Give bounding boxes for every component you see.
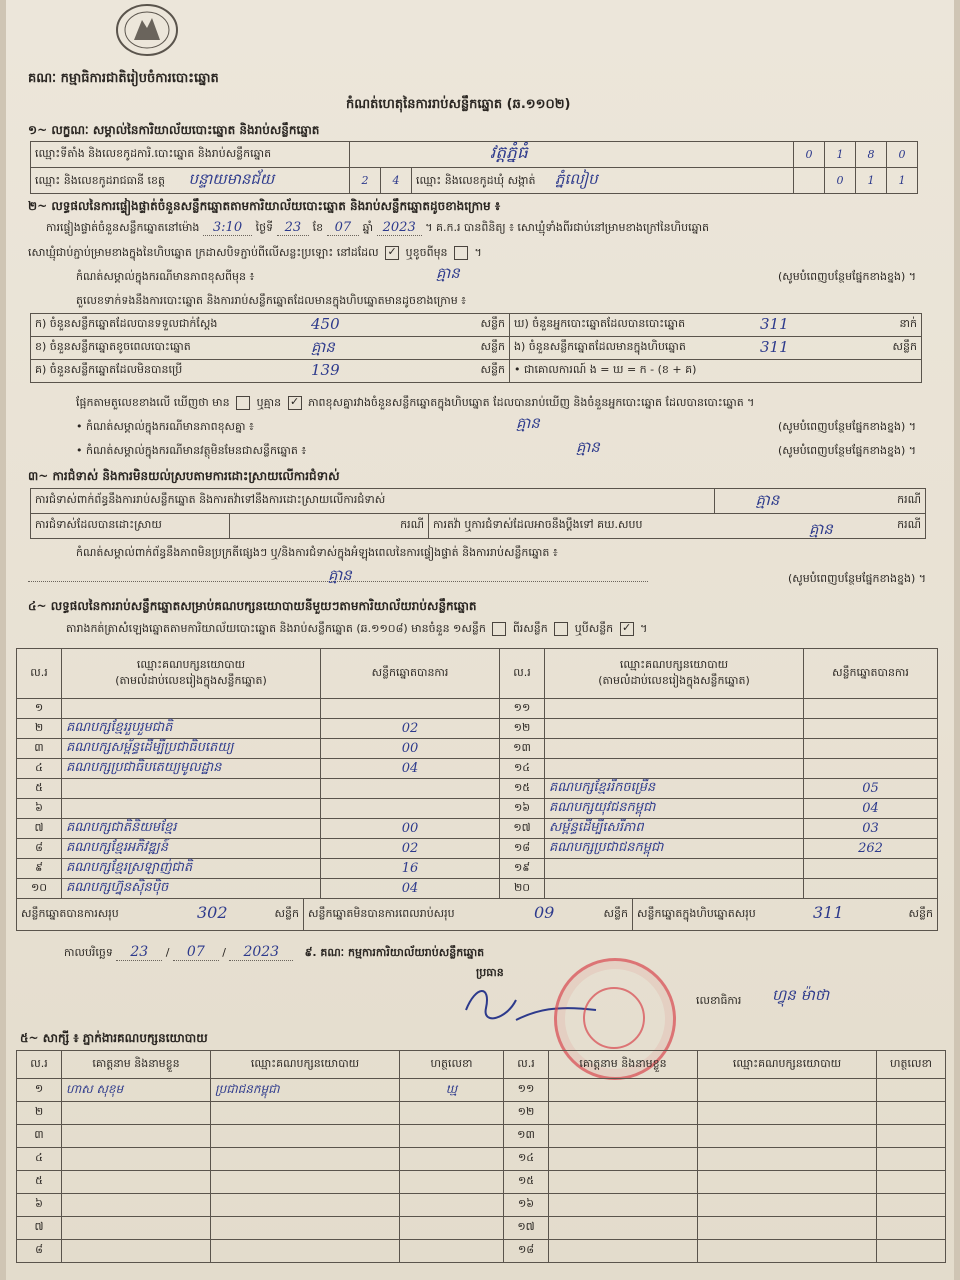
unused-ballots-cell — [31, 360, 510, 383]
witness-signature — [400, 1240, 504, 1263]
unused-unit: សន្លឹក — [480, 363, 505, 376]
results-row — [17, 859, 938, 879]
committee-name: គណៈ កម្មាធិការជាតិរៀបចំការបោះឆ្នោត — [28, 71, 219, 86]
witness-col-party-right: ឈ្មោះគណបក្សនយោបាយ — [698, 1051, 877, 1079]
commune-label — [412, 168, 794, 194]
bullet2-line — [76, 438, 916, 460]
invalid-total-cell — [304, 899, 633, 931]
col-no-left: ល.រ — [17, 649, 62, 699]
commune-code-digit: 1 — [887, 168, 918, 194]
location-code-digit: 8 — [856, 142, 887, 168]
party-votes — [804, 719, 938, 739]
party-number: ២ — [17, 719, 62, 739]
received-ballots-value: 450 — [311, 315, 340, 333]
party-number: ១០ — [17, 879, 62, 899]
witness-row — [17, 1240, 946, 1263]
bullet2-supplement: (សូមបំពេញបន្ថែមផ្នែកខាងខ្នង) ។ — [777, 444, 916, 457]
secretary-label: លេខាធិការ — [696, 994, 742, 1007]
three-sheets-label: ឬបីសន្លឹក — [574, 622, 614, 635]
box-total-unit: សន្លឹក — [908, 907, 933, 920]
province-label-text: ឈ្មោះ និងលេខកូដរាជធានី ខេត្ត — [35, 173, 165, 187]
tally-text: តារាងកត់ត្រាសំឡេងឆ្នោតតាមការិយាល័យបោះឆ្នោត និងរាប់សន្លឹកឆ្នោត (ឆ.១១០៨) មានចំនួន ១សន្លឹក — [66, 622, 486, 635]
party-name: គណបក្សប្រជាជនកម្ពុជា — [545, 839, 804, 859]
objections-row-value: គ្មាន — [755, 491, 780, 509]
commune-label-text: ឈ្មោះ និងលេខកូដឃុំ សង្កាត់ — [416, 173, 536, 187]
verification-month: 07 — [327, 220, 360, 236]
date-year: 2023 — [229, 944, 293, 961]
witness-signature — [877, 1079, 946, 1102]
location-value: វត្តភ្នំធំ — [350, 142, 794, 168]
witness-signature — [400, 1194, 504, 1217]
date-label: កាលបរិច្ឆេទ — [64, 946, 113, 959]
witness-row — [17, 1079, 946, 1102]
witness-table — [16, 1050, 946, 1263]
witness-number: ១៦ — [504, 1194, 549, 1217]
location-code-digit: 1 — [825, 142, 856, 168]
witness-number: ៦ — [17, 1194, 62, 1217]
appeal-label: ការតវ៉ា ឬការជំទាស់ដែលអាចនឹងប្តឹងទៅ គឃ.សបប — [433, 518, 643, 531]
commune-code-digit: 0 — [825, 168, 856, 194]
witness-party — [211, 1125, 400, 1148]
results-row — [17, 699, 938, 719]
witness-name — [549, 1125, 698, 1148]
objections-row-label: ការជំទាស់ពាក់ព័ន្ធនឹងការរាប់សន្លឹកឆ្នោត និងការតវ៉ាទៅនឹងការដោះស្រាយលើការជំទាស់ — [31, 489, 715, 514]
col-party-right — [545, 649, 804, 699]
party-votes — [804, 759, 938, 779]
party-name: គណបក្សប្រជាធិបតេយ្យមូលដ្ឋាន — [62, 759, 321, 779]
party-votes: 262 — [804, 839, 938, 859]
results-row — [17, 879, 938, 899]
witness-number: ៧ — [17, 1217, 62, 1240]
ballot-count-table — [30, 313, 922, 383]
party-name: គណបក្សខ្មែរអភិវឌ្ឍន៍ — [62, 839, 321, 859]
col-party-right-title: ឈ្មោះគណបក្សនយោបាយ — [619, 657, 729, 671]
location-label: ឈ្មោះទីតាំង និងលេខកូដការិ.បោះឆ្នោត និងរាប់សន្លឹកឆ្នោត — [31, 142, 350, 168]
form-title: កំណត់ហេតុនៃការរាប់សន្លឹកឆ្នោត (ឆ.១១០២) — [346, 97, 571, 112]
party-votes — [804, 879, 938, 899]
witness-number: ២ — [17, 1102, 62, 1125]
witness-party — [698, 1217, 877, 1240]
witness-name — [62, 1148, 211, 1171]
unchanged-checkbox[interactable]: ✓ — [385, 246, 399, 260]
witness-number: ១៧ — [504, 1217, 549, 1240]
witness-number: ១២ — [504, 1102, 549, 1125]
witness-col-sig-right: ហត្ថលេខា — [877, 1051, 946, 1079]
party-votes: 04 — [321, 759, 500, 779]
witness-name — [549, 1217, 698, 1240]
seal-line: សោឃ្មុំជាប់ភ្ជាប់ម្រាមខាងក្នុងនៃហិបឆ្នោត ក្រដាសបិទភ្ជាប់ពីលើសន្លះប្រឡោះ នៅដដែល ✓ ឬខូចពីមុន ។ — [28, 245, 482, 259]
witness-name — [549, 1079, 698, 1102]
party-votes: 00 — [321, 739, 500, 759]
party-name — [545, 859, 804, 879]
party-number: ១៩ — [500, 859, 545, 879]
committee-emblem-icon — [112, 2, 182, 58]
witness-party — [211, 1148, 400, 1171]
witness-col-no-right: ល.រ — [504, 1051, 549, 1079]
witness-signature — [877, 1194, 946, 1217]
form-sheet — [6, 0, 954, 1280]
witness-number: ៥ — [17, 1171, 62, 1194]
location-code-digit: 0 — [887, 142, 918, 168]
tally-line: តារាងកត់ត្រាសំឡេងឆ្នោតតាមការិយាល័យបោះឆ្នោត និងរាប់សន្លឹកឆ្នោត (ឆ.១១០៨) មានចំនួន ១សន្លឹក ពីរសន្លឹក ឬបីសន្លឹក ✓ ។ — [66, 621, 648, 635]
witness-party — [211, 1102, 400, 1125]
witness-party — [698, 1079, 877, 1102]
col-no-right: ល.រ — [500, 649, 545, 699]
party-number: ២០ — [500, 879, 545, 899]
invalid-total-value: 09 — [534, 903, 555, 922]
witness-col-sig: ហត្ថលេខា — [400, 1051, 504, 1079]
objections-table — [30, 488, 926, 539]
party-votes: 04 — [804, 799, 938, 819]
party-votes: 02 — [321, 839, 500, 859]
witness-party — [211, 1194, 400, 1217]
witness-signature — [877, 1171, 946, 1194]
witness-col-party: ឈ្មោះគណបក្សនយោបាយ — [211, 1051, 400, 1079]
supplement-note: (សូមបំពេញបន្ថែមផ្នែកខាងខ្នង) ។ — [777, 270, 916, 283]
witness-row — [17, 1171, 946, 1194]
party-number: ១ — [17, 699, 62, 719]
witness-number: ១១ — [504, 1079, 549, 1102]
results-row — [17, 739, 938, 759]
voters-unit: នាក់ — [899, 317, 917, 330]
section4-heading: ៤~ លទ្ធផលនៃការរាប់សន្លឹកឆ្នោតសម្រាប់គណបក្សនយោបាយនីមួយៗតាមការិយាល័យរាប់សន្លឹកឆ្នោត — [28, 599, 477, 613]
damaged-checkbox[interactable] — [454, 246, 468, 260]
party-votes — [321, 779, 500, 799]
month-label: ខែ — [312, 221, 324, 234]
secretary-signature: ហ្វុន ម៉ាថា — [772, 986, 830, 1004]
witness-number: ១៣ — [504, 1125, 549, 1148]
party-name — [545, 719, 804, 739]
party-number: ៥ — [17, 779, 62, 799]
seal-text: សោឃ្មុំជាប់ភ្ជាប់ម្រាមខាងក្នុងនៃហិបឆ្នោត ក្រដាសបិទភ្ជាប់ពីលើសន្លះប្រឡោះ នៅដដែល — [28, 246, 379, 259]
results-row — [17, 839, 938, 859]
witness-signature — [400, 1148, 504, 1171]
three-sheets-checkbox[interactable]: ✓ — [620, 622, 634, 636]
box-ballots-cell — [510, 337, 922, 360]
witness-party: ប្រជាជនកម្ពុជា — [211, 1079, 400, 1102]
party-name — [62, 699, 321, 719]
totals-table — [16, 898, 938, 931]
col-party-left-sub: (តាមលំដាប់លេខរៀងក្នុងសន្លឹកឆ្នោត) — [115, 673, 267, 687]
received-ballots-cell — [31, 314, 510, 337]
no-difference-checkbox[interactable]: ✓ — [288, 396, 302, 410]
irregularity-line — [28, 566, 926, 585]
witness-name — [549, 1171, 698, 1194]
party-name: សម្ព័ន្ធដើម្បីសេរីភាព — [545, 819, 804, 839]
party-number: ៣ — [17, 739, 62, 759]
party-name — [545, 739, 804, 759]
appeal-value: គ្មាន — [809, 520, 833, 538]
two-sheets-checkbox[interactable] — [554, 622, 568, 636]
witness-party — [211, 1217, 400, 1240]
party-name: គណបក្សហ្វ៊ុនស៊ិនប៉ិច — [62, 879, 321, 899]
commune-code-blank — [794, 168, 825, 194]
chairman-label: ប្រធាន — [476, 966, 504, 979]
party-number: ៤ — [17, 759, 62, 779]
day-label: ថ្ងៃទី — [255, 221, 274, 234]
col-votes-right: សន្លឹកឆ្នោតបានការ — [804, 649, 938, 699]
witness-signature — [877, 1125, 946, 1148]
party-votes — [321, 699, 500, 719]
results-row — [17, 719, 938, 739]
box-ballots-value: 311 — [760, 338, 789, 356]
objections-cases-unit: ករណី — [897, 493, 921, 506]
numbers-intro: តួលេខទាក់ទងនឹងការបោះឆ្នោត និងការរាប់សន្លឹកឆ្នោតដែលមានក្នុងហិបឆ្នោតមានដូចខាងក្រោម ៖ — [76, 294, 467, 307]
party-number: ៨ — [17, 839, 62, 859]
witness-number: ១៨ — [504, 1240, 549, 1263]
witness-name — [62, 1125, 211, 1148]
col-party-left-title: ឈ្មោះគណបក្សនយោបាយ — [136, 657, 246, 671]
appeal-cell — [429, 514, 926, 539]
spoiled-ballots-label: ខ) ចំនួនសន្លឹកឆ្នោតខូចពេលបោះឆ្នោត — [35, 340, 191, 353]
irregularity-supplement: (សូមបំពេញបន្ថែមផ្នែកខាងខ្នង) ។ — [787, 572, 926, 585]
witness-number: ៨ — [17, 1240, 62, 1263]
witness-signature — [400, 1102, 504, 1125]
witness-number: ៤ — [17, 1148, 62, 1171]
voters-cell — [510, 314, 922, 337]
witness-number: ១៥ — [504, 1171, 549, 1194]
party-votes: 04 — [321, 879, 500, 899]
irregularity-note: កំណត់សម្គាល់ពាក់ព័ន្ធនឹងភាពមិនប្រក្រតីផ្សេងៗ ឬ/និងការជំទាស់ក្នុងអំឡុងពេលនៃការផ្ទៀងផ្ទាត់ និងការរាប់សន្លឹកឆ្នោត ៖ — [76, 546, 558, 559]
party-number: ១៥ — [500, 779, 545, 799]
valid-total-value: 302 — [197, 903, 228, 922]
col-party-left — [62, 649, 321, 699]
valid-total-cell — [17, 899, 304, 931]
box-total-value: 311 — [813, 903, 844, 922]
witness-signature — [400, 1171, 504, 1194]
witness-signature — [877, 1240, 946, 1263]
one-sheet-checkbox[interactable] — [492, 622, 506, 636]
results-row — [17, 819, 938, 839]
section1-heading: ១~ លក្ខណៈ សម្គាល់នៃការិយាល័យបោះឆ្នោត និងរាប់សន្លឹកឆ្នោត — [28, 123, 320, 137]
committee-signers: ៩. គណៈ កម្មការការិយាល័យរាប់សន្លឹកឆ្នោត — [304, 946, 485, 959]
party-number: ៧ — [17, 819, 62, 839]
party-name: គណបក្សយុវជនកម្ពុជា — [545, 799, 804, 819]
witness-name — [62, 1171, 211, 1194]
party-name: គណបក្សខ្មែររីកចម្រើន — [545, 779, 804, 799]
received-unit: សន្លឹក — [480, 317, 505, 330]
witness-row — [17, 1148, 946, 1171]
verification-intro: ការផ្ទៀងផ្ទាត់ចំនួនសន្លឹកឆ្នោតនៅម៉ោង — [46, 221, 200, 234]
party-name — [545, 879, 804, 899]
party-votes: 02 — [321, 719, 500, 739]
witness-name — [549, 1102, 698, 1125]
witness-party — [698, 1148, 877, 1171]
witness-party — [211, 1171, 400, 1194]
damaged-label: ឬខូចពីមុន — [405, 246, 448, 259]
party-votes — [804, 739, 938, 759]
date-month: 07 — [173, 944, 219, 961]
location-table — [30, 141, 918, 194]
received-ballots-label: ក) ចំនួនសន្លឹកឆ្នោតដែលបានទទួលជាក់ស្តែង — [35, 317, 218, 330]
party-votes — [804, 699, 938, 719]
appeal-cases-unit: ករណី — [897, 518, 921, 531]
bullet1-value: គ្មាន — [516, 414, 540, 432]
difference-check-a: ផ្អែកតាមតួលេខខាងលើ ឃើញថា មាន — [76, 396, 230, 409]
province-label — [31, 168, 350, 194]
resolved-cases-unit: ករណី — [230, 514, 429, 539]
bullet1-line — [76, 414, 916, 436]
party-name — [545, 759, 804, 779]
witness-name — [549, 1194, 698, 1217]
verification-line — [46, 220, 926, 237]
voters-label: ឃ) ចំនួនអ្នកបោះឆ្នោតដែលបានបោះឆ្នោត — [514, 317, 686, 330]
party-votes: 05 — [804, 779, 938, 799]
unused-ballots-value: 139 — [311, 361, 340, 379]
province-code-digit: 2 — [350, 168, 381, 194]
party-name — [62, 799, 321, 819]
commune-code-digit: 1 — [856, 168, 887, 194]
spoiled-ballots-value: គ្មាន — [311, 338, 335, 356]
resolved-label: ការជំទាស់ដែលបានដោះស្រាយ — [31, 514, 230, 539]
witness-col-no: ល.រ — [17, 1051, 62, 1079]
party-number: ១៤ — [500, 759, 545, 779]
witness-party — [698, 1240, 877, 1263]
bullet1-label: • កំណត់សម្គាល់ក្នុងករណីមានភាពខុសគ្នា ៖ — [76, 420, 254, 433]
party-votes: 16 — [321, 859, 500, 879]
witness-number: ១៤ — [504, 1148, 549, 1171]
witness-col-name-right: គោត្តនាម និងនាមខ្លួន — [549, 1051, 698, 1079]
party-name: គណបក្សជាតិនិយមខ្មែរ — [62, 819, 321, 839]
witness-signature: ឃ្ម — [400, 1079, 504, 1102]
verification-intro-b: ។ គ.ក.រ បានពិនិត្យ ៖ សោឃ្មុំទាំងពីរជាប់នៅម្រាមខាងក្រៅនៃហិបឆ្នោត — [425, 221, 710, 234]
spoiled-ballots-cell — [31, 337, 510, 360]
spoiled-unit: សន្លឹក — [480, 340, 505, 353]
results-row — [17, 799, 938, 819]
witness-name — [62, 1194, 211, 1217]
party-number: ១៨ — [500, 839, 545, 859]
witness-row — [17, 1102, 946, 1125]
witness-party — [698, 1171, 877, 1194]
province-code-digit: 4 — [381, 168, 412, 194]
date-day: 23 — [116, 944, 162, 961]
party-name: គណបក្សខ្មែររួបរួមជាតិ — [62, 719, 321, 739]
party-name: គណបក្សខ្មែរស្រឡាញ់ជាតិ — [62, 859, 321, 879]
verification-day: 23 — [277, 220, 310, 236]
verification-year: 2023 — [377, 220, 422, 236]
results-row — [17, 759, 938, 779]
results-table — [16, 648, 938, 899]
witness-signature — [877, 1148, 946, 1171]
has-difference-checkbox[interactable] — [236, 396, 250, 410]
witness-name — [62, 1217, 211, 1240]
witness-number: ៣ — [17, 1125, 62, 1148]
difference-check-b: ឬគ្មាន — [256, 396, 282, 409]
witness-party — [698, 1125, 877, 1148]
box-total-label: សន្លឹកឆ្នោតក្នុងហិបឆ្នោតសរុប — [637, 906, 756, 920]
valid-total-unit: សន្លឹក — [274, 907, 299, 920]
party-votes: 00 — [321, 819, 500, 839]
results-row — [17, 779, 938, 799]
witness-name — [549, 1240, 698, 1263]
party-votes — [321, 799, 500, 819]
section2-heading: ២~ លទ្ធផលនៃការផ្ទៀងផ្ទាត់ចំនួនសន្លឹកឆ្នោតតាមការិយាល័យបោះឆ្នោត និងរាប់សន្លឹកឆ្នោតដូចខាងក្រោម ៖ — [28, 199, 501, 213]
irregularity-value: គ្មាន — [328, 566, 352, 584]
section5-heading: ៥~ សាក្សី ៖ ភ្នាក់ងារគណបក្សនយោបាយ — [20, 1031, 208, 1045]
witness-party — [211, 1240, 400, 1263]
party-name — [62, 779, 321, 799]
witness-name — [549, 1148, 698, 1171]
year-label: ឆ្នាំ — [362, 221, 374, 234]
witness-row — [17, 1194, 946, 1217]
bullet2-value: គ្មាន — [576, 438, 600, 456]
box-ballots-unit: សន្លឹក — [892, 340, 917, 353]
voters-value: 311 — [760, 315, 789, 333]
party-votes — [804, 859, 938, 879]
party-name — [545, 699, 804, 719]
col-party-right-sub: (តាមលំដាប់លេខរៀងក្នុងសន្លឹកឆ្នោត) — [598, 673, 750, 687]
two-sheets-label: ពីរសន្លឹក — [512, 622, 548, 635]
witness-signature — [400, 1217, 504, 1240]
bullet2-label: • កំណត់សម្គាល់ក្នុងករណីមានវត្ថុមិនមែនជាសន្លឹកឆ្នោត ៖ — [76, 444, 307, 457]
formula-cell: • ជាគោលការណ៍ ង = ឃ = ក - (ខ + គ) — [510, 360, 922, 383]
party-number: ១៧ — [500, 819, 545, 839]
unused-ballots-label: គ) ចំនួនសន្លឹកឆ្នោតដែលមិនបានប្រើ — [35, 363, 183, 376]
commune-value: ភ្នំលៀប — [555, 169, 598, 188]
invalid-total-unit: សន្លឹក — [603, 907, 628, 920]
box-ballots-label: ង) ចំនួនសន្លឹកឆ្នោតដែលមានក្នុងហិបឆ្នោត — [514, 340, 686, 353]
witness-row — [17, 1217, 946, 1240]
difference-note-value: គ្មាន — [436, 264, 460, 282]
difference-check-line — [76, 396, 754, 412]
party-number: ៦ — [17, 799, 62, 819]
bullet1-supplement: (សូមបំពេញបន្ថែមផ្នែកខាងខ្នង) ។ — [777, 420, 916, 433]
date-line: កាលបរិច្ឆេទ 23 / 07 / 2023 ៩. គណៈ កម្មការការិយាល័យរាប់សន្លឹកឆ្នោត — [64, 944, 485, 960]
party-number: ១១ — [500, 699, 545, 719]
witness-signature — [877, 1217, 946, 1240]
province-value: បន្ទាយមានជ័យ — [188, 169, 275, 188]
witness-name — [62, 1240, 211, 1263]
party-number: ១២ — [500, 719, 545, 739]
party-number: ១៦ — [500, 799, 545, 819]
party-number: ៩ — [17, 859, 62, 879]
invalid-total-label: សន្លឹកឆ្នោតមិនបានការពេលរាប់សរុប — [308, 906, 455, 920]
party-votes: 03 — [804, 819, 938, 839]
witness-party — [698, 1102, 877, 1125]
witness-party — [698, 1194, 877, 1217]
witness-name — [62, 1102, 211, 1125]
witness-col-name: គោត្តនាម និងនាមខ្លួន — [62, 1051, 211, 1079]
witness-signature — [400, 1125, 504, 1148]
verification-time: 3:10 — [203, 220, 252, 236]
party-number: ១៣ — [500, 739, 545, 759]
col-votes-left: សន្លឹកឆ្នោតបានការ — [321, 649, 500, 699]
section3-heading: ៣~ ការជំទាស់ និងការមិនយល់ស្របតាមការដោះស្រាយលើការជំទាស់ — [28, 469, 340, 483]
difference-note-line — [76, 264, 916, 286]
witness-number: ១ — [17, 1079, 62, 1102]
witness-row — [17, 1125, 946, 1148]
difference-note-label: កំណត់សម្គាល់ក្នុងករណីមានភាពខុសពីមុន ៖ — [76, 270, 255, 283]
box-total-cell — [633, 899, 938, 931]
witness-name: ហាស សុខុម — [62, 1079, 211, 1102]
witness-signature — [877, 1102, 946, 1125]
party-name: គណបក្សសម្ព័ន្ធដើម្បីប្រជាធិបតេយ្យ — [62, 739, 321, 759]
objections-row-value-cell — [715, 489, 926, 514]
difference-check-c: ភាពខុសគ្នារវាងចំនួនសន្លឹកឆ្នោតក្នុងហិបឆ្នោត ដែលបានរាប់ឃើញ និងចំនួនអ្នកបោះឆ្នោត ដែលបានបោះឆ្នោត ។ — [308, 396, 755, 409]
valid-total-label: សន្លឹកឆ្នោតបានការសរុប — [21, 906, 119, 920]
location-code-digit: 0 — [794, 142, 825, 168]
